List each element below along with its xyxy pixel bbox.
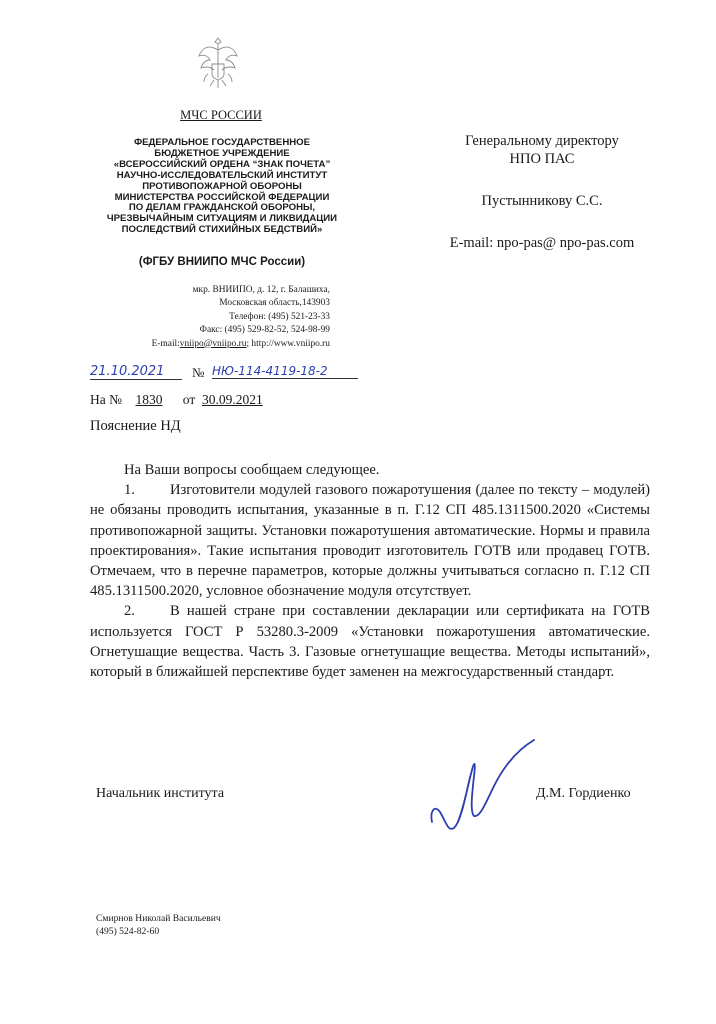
org-contacts (100, 284, 330, 351)
address-line: мкр. ВНИИПО, д. 12, г. Балашиха, (192, 285, 330, 295)
handwritten-signature-icon (426, 732, 540, 842)
recipient-company: НПО ПАС (509, 151, 575, 167)
org-line: ПОСЛЕДСТВИЙ СТИХИЙНЫХ БЕДСТВИЙ» (121, 224, 323, 236)
registration-line (90, 364, 360, 386)
org-line: «ВСЕРОССИЙСКИЙ ОРДЕНА “ЗНАК ПОЧЕТА” (113, 158, 331, 170)
item-text: Изготовители модулей газового пожаротушения (далее по тексту – модулей) не обязаны проводить испытания, указанные в п. Г.12 СП 485.1311500.2020 «Системы противопожарной защиты. Установки пожаротушения автоматические. Нормы и правила проектирования». Такие испытания проводит изготовитель ГОТВ или продавец ГОТВ. Отмечаем, что в перечне параметров, которые должны учитываться согласно п. Г.12 СП 485.1311500.2020, условное обозначение модуля отсутствует. (90, 482, 650, 600)
recipient-name: Пустынникову С.С. (481, 193, 603, 209)
reference-number: 1830 (135, 392, 163, 407)
reference-line (90, 392, 263, 408)
body-item (90, 601, 650, 682)
outgoing-number: НЮ-114-4119-18-2 (212, 364, 358, 379)
signatory-title: Начальник института (96, 786, 225, 801)
fax-line: Факс: (495) 529-82-52, 524-98-99 (199, 325, 330, 336)
org-website: ; http://www.vniipo.ru (246, 338, 330, 349)
item-number: 1. (124, 482, 135, 499)
reference-date: 30.09.2021 (201, 392, 263, 407)
org-line: НАУЧНО-ИССЛЕДОВАТЕЛЬСКИЙ ИНСТИТУТ (116, 169, 328, 181)
body-item (90, 480, 650, 601)
executor-name: Смирнов Николай Васильевич (96, 913, 221, 924)
recipient-position: Генеральному директору (465, 133, 619, 149)
email-web-line (100, 338, 330, 351)
org-line: ПРОТИВОПОЖАРНОЙ ОБОРОНЫ (142, 180, 302, 192)
signatory-name: Д.М. Гордиенко (536, 786, 631, 801)
body-intro: На Ваши вопросы сообщаем следующее. (124, 462, 380, 478)
org-email-link[interactable]: vniipo@vniipo.ru (179, 338, 247, 349)
item-text: В нашей стране при составлении декларации или сертификата на ГОТВ используется ГОСТ Р 53280.3-2009 «Установки пожаротушения автоматические. Огнетушащие вещества. Часть 3. Газовые огнетушащие вещества. Методы испытаний», который в ближайшей перспективе будет заменен на межгосударственный стандарт. (90, 603, 650, 681)
outgoing-date: 21.10.2021 (90, 364, 182, 380)
org-line: ФЕДЕРАЛЬНОЕ ГОСУДАРСТВЕННОЕ (133, 137, 311, 148)
email-prefix: E-mail: (151, 338, 180, 349)
executor-phone: (495) 524-82-60 (96, 926, 160, 937)
org-line: БЮДЖЕТНОЕ УЧРЕЖДЕНИЕ (154, 147, 290, 159)
reference-from: от (182, 392, 196, 407)
letter-subject: Пояснение НД (90, 418, 181, 434)
executor-block (96, 912, 221, 938)
item-number: 2. (124, 603, 135, 620)
reference-prefix: На № (90, 392, 122, 407)
address-line: Московская область,143903 (219, 298, 330, 309)
recipient-email: E-mail: npo-pas@ npo-pas.com (449, 235, 635, 251)
org-line: МИНИСТЕРСТВА РОССИЙСКОЙ ФЕДЕРАЦИИ (114, 191, 330, 203)
letter-body (90, 460, 650, 682)
org-line: ЧРЕЗВЫЧАЙНЫМ СИТУАЦИЯМ И ЛИКВИДАЦИИ (106, 213, 338, 225)
ministry-name: МЧС РОССИИ (180, 108, 262, 122)
organization-short-name: (ФГБУ ВНИИПО МЧС России) (138, 256, 306, 268)
org-line: ПО ДЕЛАМ ГРАЖДАНСКОЙ ОБОРОНЫ, (128, 202, 316, 214)
recipient-block (420, 132, 664, 252)
phone-line: Телефон: (495) 521-23-33 (229, 311, 330, 322)
eagle-emblem-icon (196, 34, 240, 90)
organization-name (100, 138, 344, 236)
number-label: № (192, 365, 205, 380)
